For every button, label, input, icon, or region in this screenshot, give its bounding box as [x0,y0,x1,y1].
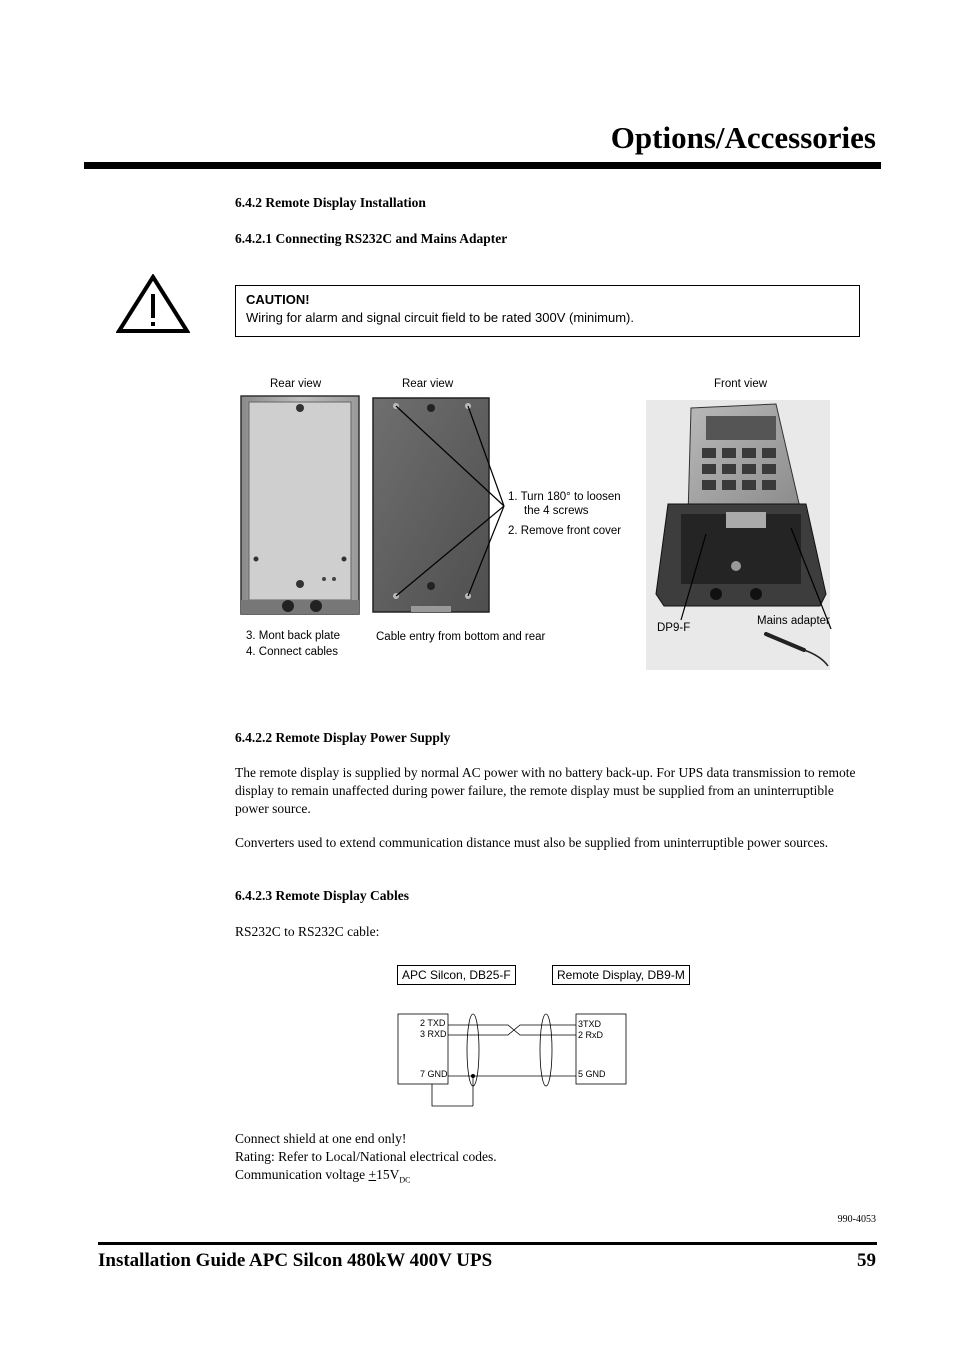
header-rule [84,162,881,169]
warning-icon [116,274,190,334]
front-view-label: Front view [714,378,768,390]
pin-apc-gnd: 7 GND [420,1069,448,1079]
power-supply-paragraph-1: The remote display is supplied by normal AC power with no battery back-up. For UPS data transmission to remote display to remain unaffected during power failure, the remote display must be supplied from an uninterruptible power source. [235,765,856,816]
heading-remote-display-cables: 6.4.2.3 Remote Display Cables [235,888,409,903]
rating-note: Rating: Refer to Local/National electrical codes. [235,1149,497,1164]
rear-view-label-1: Rear view [270,378,322,390]
shield-note: Connect shield at one end only! [235,1131,407,1146]
heading-connecting-rs232c: 6.4.2.1 Connecting RS232C and Mains Adapter [235,231,508,246]
pin-apc-rxd: 3 RXD [420,1029,447,1039]
mains-adapter-label: Mains adapter [757,615,830,627]
pin-remote-rxd: 2 RxD [578,1030,604,1040]
page-number: 59 [857,1250,876,1271]
apc-connector-label: APC Silcon, DB25-F [397,965,516,985]
document-number: 990-4053 [837,1214,876,1225]
caution-box [235,285,860,337]
caution-title: CAUTION! [246,292,310,307]
rear-view-label-2: Rear view [402,378,454,390]
step4-label: 4. Connect cables [246,646,339,658]
heading-remote-display-installation: 6.4.2 Remote Display Installation [235,195,426,210]
remote-connector-label: Remote Display, DB9-M [552,965,690,985]
step3-label: 3. Mont back plate [246,630,340,642]
pin-apc-txd: 2 TXD [420,1018,446,1028]
footer-title: Installation Guide APC Silcon 480kW 400V UPS [98,1250,493,1271]
power-supply-paragraph-2: Converters used to extend communication distance must also be supplied from uninterruptible power sources. [235,835,829,850]
back-plate-photo [241,396,359,614]
step1-line2: the 4 screws [524,505,589,517]
dp9-label: DP9-F [657,622,691,634]
cable-entry-label: Cable entry from bottom and rear [376,631,546,643]
voltage-note: Communication voltage $+15V_{DC}$ [235,1167,411,1185]
pin-remote-txd: 3TXD [578,1019,602,1029]
caution-text: Wiring for alarm and signal circuit field to be rated 300V (minimum). [246,310,634,325]
step1-line1: 1. Turn 180° to loosen [508,491,621,503]
cable-intro: RS232C to RS232C cable: [235,924,380,939]
footer-rule [98,1242,877,1245]
step2-label: 2. Remove front cover [508,525,622,537]
page-title: Options/Accessories [610,120,876,155]
pin-remote-gnd: 5 GND [578,1069,606,1079]
heading-power-supply: 6.4.2.2 Remote Display Power Supply [235,730,451,745]
cover-rear-photo [373,398,489,612]
